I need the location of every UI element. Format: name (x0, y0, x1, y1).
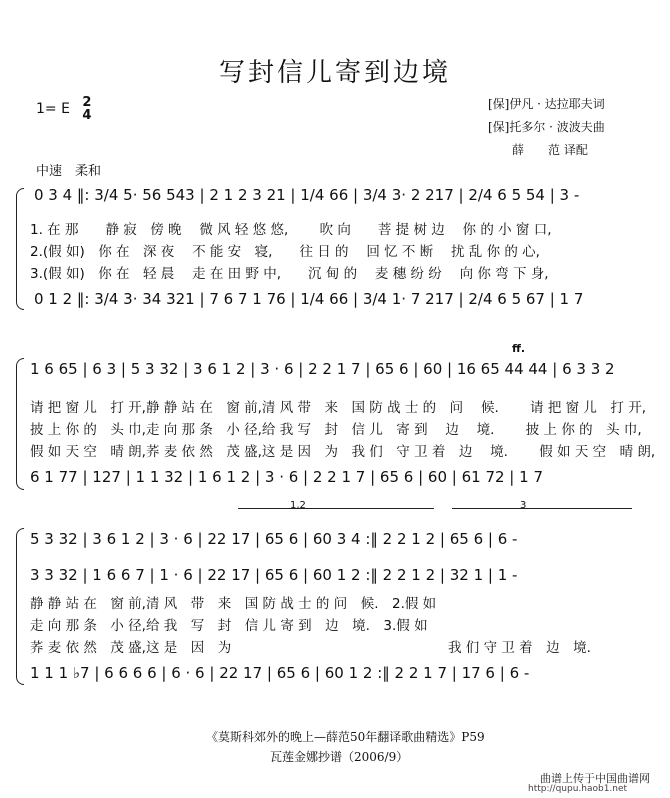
system-3-lyric-ending: 我 们 守 卫 着 边 境. (448, 640, 591, 656)
lyricist-credit: [保]伊凡 · 达拉耶夫词 (488, 97, 605, 111)
time-signature (82, 96, 91, 122)
translator-credit: 薛 范 译配 (512, 143, 588, 157)
watermark-text: 曲谱上传于中国曲谱网 (540, 772, 650, 785)
source-citation: 《莫斯科郊外的晚上—薛范50年翻译歌曲精选》P59 (206, 730, 485, 744)
system-2-lyric-verse-3: 假 如 天 空 晴 朗,荞 麦 依 然 茂 盛,这 是 因 为 我 们 守 卫 着 边 境. 假 如 天 空 晴 朗, (30, 444, 656, 460)
time-sig-bottom: 4 (82, 108, 92, 123)
key-signature (36, 96, 91, 122)
system-1-lyric-verse-1: 1. 在 那 静 寂 傍 晚 微 风 轻 悠 悠, 吹 向 菩 提 树 边 你 的 小 窗 口, (30, 222, 552, 238)
volta-1-line (238, 508, 434, 509)
system-1-upper-staff: 0 3 4 ‖: 3/4 5· 56 543 | 2 1 2 3 21 | 1/4 66 | 3/4 3· 2 217 | 2/4 6 5 54 | 3 - (34, 186, 580, 204)
volta-2-label: 3 (520, 500, 527, 511)
time-sig-top: 2 (82, 95, 92, 110)
system-2-brace (16, 358, 24, 490)
system-3-bass-staff: 1 1 1 ♭7 | 6 6 6 6 | 6 · 6 | 22 17 | 65 6 | 60 1 2 :‖ 2 2 1 7 | 17 6 | 6 - (30, 664, 530, 682)
system-3-upper-staff: 5 3 32 | 3 6 1 2 | 3 · 6 | 22 17 | 65 6 | 60 3 4 :‖ 2 2 1 2 | 65 6 | 6 - (30, 530, 518, 548)
system-2-upper-staff: 1 6 65 | 6 3 | 5 3 32 | 3 6 1 2 | 3 · 6 | 2 2 1 7 | 65 6 | 60 | 16 65 44 44 | 6 3 3 2 (30, 360, 615, 378)
system-1-brace (16, 188, 24, 310)
volta-2-line (452, 508, 632, 509)
system-1-lower-staff: 0 1 2 ‖: 3/4 3· 34 321 | 7 6 7 1 76 | 1/4 66 | 3/4 1· 7 217 | 2/4 6 5 67 | 1 7 (34, 290, 584, 308)
watermark-url: http://qupu.haob1.net (528, 784, 628, 794)
tempo-marking: 中速 柔和 (36, 164, 102, 179)
system-3-lyric-verse-2: 走 向 那 条 小 径,给 我 写 封 信 儿 寄 到 边 境. 3.假 如 (30, 618, 428, 634)
song-title: 写封信儿寄到边境 (218, 58, 451, 88)
key-label: 1= E (36, 101, 70, 117)
copyist-note: 瓦莲金娜抄谱（2006/9） (270, 750, 409, 764)
system-3-brace (16, 528, 24, 685)
system-1-lyric-verse-3: 3.(假 如) 你 在 轻 晨 走 在 田 野 中, 沉 甸 的 麦 穗 纷 纷 向 你 弯 下 身, (30, 266, 549, 282)
system-1-lyric-verse-2: 2.(假 如) 你 在 深 夜 不 能 安 寝, 往 日 的 回 忆 不 断 扰 乱 你 的 心, (30, 244, 540, 260)
system-2-lower-staff: 6 1 77 | 127 | 1 1 32 | 1 6 1 2 | 3 · 6 | 2 2 1 7 | 65 6 | 60 | 61 72 | 1 7 (30, 468, 543, 486)
composer-credit: [保]托多尔 · 波波夫曲 (488, 120, 605, 134)
system-3-lyric-verse-3: 荞 麦 依 然 茂 盛,这 是 因 为 (30, 640, 232, 656)
system-2-lyric-verse-1: 请 把 窗 儿 打 开,静 静 站 在 窗 前,清 风 带 来 国 防 战 士 的 问 候. 请 把 窗 儿 打 开, (30, 400, 646, 416)
dynamic-marking: ff. (512, 342, 526, 355)
volta-1-label: 1,2 (290, 500, 306, 511)
system-3-lyric-verse-1: 静 静 站 在 窗 前,清 风 带 来 国 防 战 士 的 问 候. 2.假 如 (30, 596, 437, 612)
system-2-lyric-verse-2: 披 上 你 的 头 巾,走 向 那 条 小 径,给 我 写 封 信 儿 寄 到 边 境. 披 上 你 的 头 巾, (30, 422, 642, 438)
system-3-lower-staff: 3 3 32 | 1 6 6 7 | 1 · 6 | 22 17 | 65 6 | 60 1 2 :‖ 2 2 1 2 | 32 1 | 1 - (30, 566, 518, 584)
